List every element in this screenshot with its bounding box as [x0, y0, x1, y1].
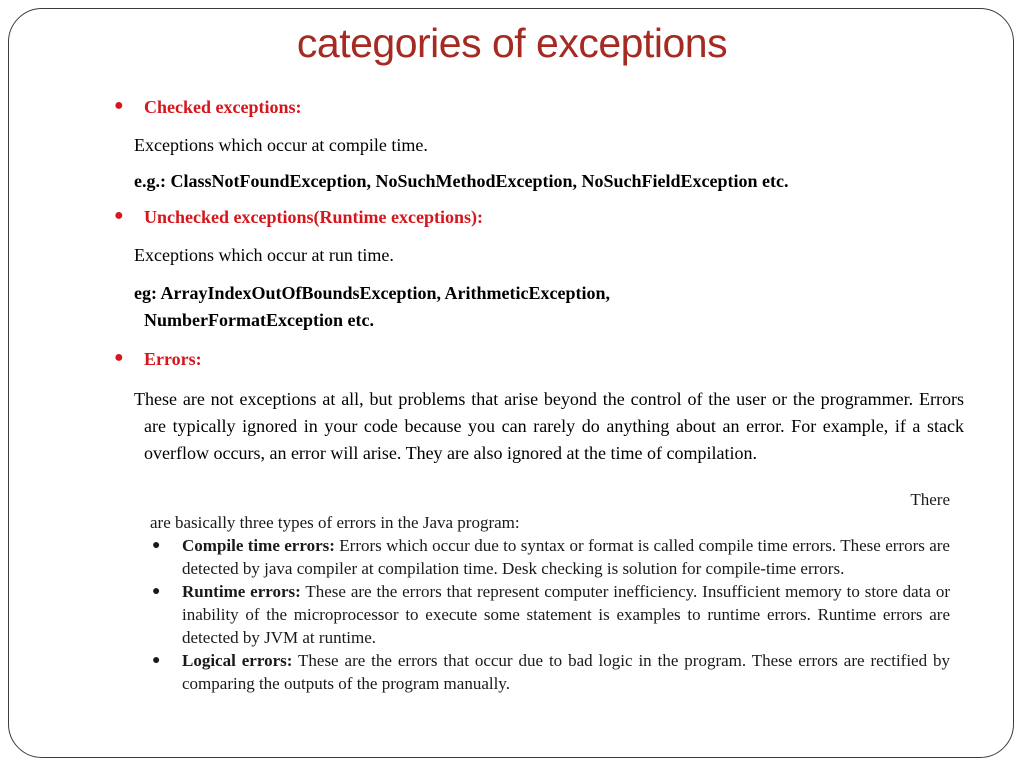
errors-heading: [114, 348, 964, 370]
list-item: [150, 580, 950, 649]
list-item: [150, 649, 950, 695]
bullet-icon: ●: [152, 538, 161, 553]
error-type-term: Runtime errors:: [182, 582, 301, 601]
heading-text: Unchecked exceptions(Runtime exceptions):: [144, 207, 483, 227]
unchecked-exceptions-description: Exceptions which occur at run time.: [134, 245, 394, 265]
bullet-icon: ●: [152, 584, 161, 599]
bullet-icon: ●: [152, 653, 161, 668]
checked-exceptions-description: Exceptions which occur at compile time.: [134, 135, 428, 155]
unchecked-exceptions-heading: [114, 206, 964, 228]
bullet-icon: ●: [114, 349, 124, 366]
heading-text: Checked exceptions:: [144, 97, 302, 117]
embedded-line-1: There: [910, 490, 950, 509]
error-type-term: Compile time errors:: [182, 536, 335, 555]
slide-content: [114, 96, 964, 481]
error-type-term: Logical errors:: [182, 651, 293, 670]
embedded-line-2: are basically three types of errors in the Java program:: [150, 513, 520, 532]
slide-title: categories of exceptions: [296, 20, 728, 66]
errors-description: These are not exceptions at all, but problems that arise beyond the control of the user or the programmer. Errors are typically ignored in your code because you can rarely do anything about an error. For example, if a stack overflow occurs, an error will arise. They are also ignored at the time of compilation.: [134, 389, 964, 463]
error-types-list: [150, 534, 950, 695]
list-item: [150, 534, 950, 580]
unchecked-exceptions-example: eg: ArrayIndexOutOfBoundsException, ArithmeticException, NumberFormatException etc.: [134, 283, 610, 330]
embedded-errors-image: [150, 488, 950, 695]
error-type-text: Errors which occur due to syntax or format is called compile time errors. These errors are detected by java compiler at compilation time. Desk checking is solution for compile-time errors.: [182, 536, 950, 578]
checked-exceptions-heading: [114, 96, 964, 118]
bullet-icon: ●: [114, 207, 124, 224]
heading-text: Errors:: [144, 349, 202, 369]
error-type-text: These are the errors that occur due to bad logic in the program. These errors are rectified by comparing the outputs of the program manually.: [182, 651, 951, 693]
checked-exceptions-example: e.g.: ClassNotFoundException, NoSuchMethodException, NoSuchFieldException etc.: [134, 171, 789, 191]
bullet-icon: ●: [114, 97, 124, 114]
error-type-text: These are the errors that represent computer inefficiency. Insufficient memory to store data or inability of the microprocessor to execute some statement is examples to runtime errors. Runtime errors are detected by JVM at runtime.: [182, 582, 950, 647]
